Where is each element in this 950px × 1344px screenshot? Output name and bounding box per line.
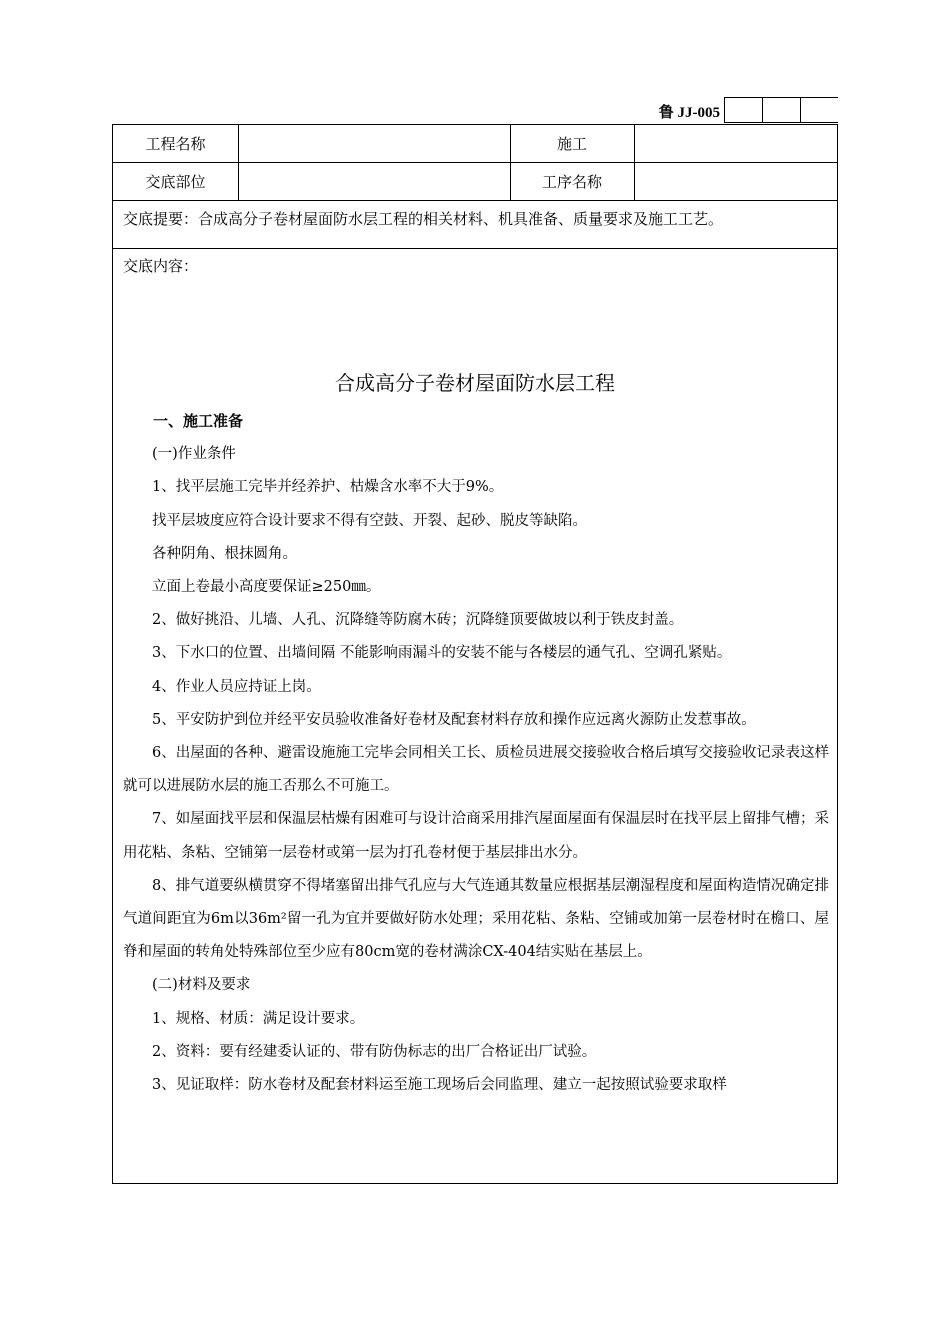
paragraph: 3、见证取样：防水卷材及配套材料运至施工现场后会同监理、建立一起按照试验要求取样 [152, 1077, 727, 1094]
section-heading: 一、施工准备 [153, 412, 244, 430]
process-value[interactable] [635, 163, 835, 200]
paragraph: 各种阴角、根抹圆角。 [152, 545, 297, 562]
paragraph: 4、作业人员应持证上岗。 [152, 678, 321, 695]
row-divider [113, 200, 837, 201]
paragraph: 3、下水口的位置、出墙间隔 不能影响雨漏斗的安装不能与各楼层的通气孔、空调孔紧贴。 [152, 645, 732, 662]
construction-label: 施工 [556, 135, 587, 153]
code-box-1 [724, 97, 762, 123]
code-box-2 [762, 97, 800, 123]
paragraph: 8、排气道要纵横贯穿不得堵塞留出排气孔应与大气连通其数量应根据基层潮湿程度和屋面构造情况确定排气道间距宜为6m以36m²留一孔为宜并要做好防水处理；采用花粘、条粘、空铺或加第一层卷材时在檐口、屋脊和屋面的转角处特殊部位至少应有80cm宽的卷材满涂CX-404结实贴在基层上。 [123, 877, 829, 961]
subsection-heading: (一)作业条件 [152, 446, 236, 463]
row-divider [113, 248, 837, 249]
paragraph: 找平层坡度应符合设计要求不得有空鼓、开裂、起砂、脱皮等缺陷。 [152, 512, 587, 529]
paragraph: 5、平安防护到位并经平安员验收准备好卷材及配套材料存放和操作应远离火源防止发惹事故。 [152, 711, 756, 728]
paragraph: 7、如屋面找平层和保温层枯燥有困难可与设计洽商采用排汽屋面屋面有保温层时在找平层上留排气槽；采用花粘、条粘、空铺第一层卷材或第一层为打孔卷材便于基层排出水分。 [123, 811, 829, 861]
construction-value[interactable] [635, 125, 835, 162]
project-name-label: 工程名称 [145, 135, 206, 153]
disclosure-form [112, 124, 838, 1184]
paragraph: 2、做好挑沿、儿墙、人孔、沉降缝等防腐木砖；沉降缝顶要做坡以利于铁皮封盖。 [152, 612, 684, 629]
content-body [123, 405, 829, 1102]
form-code-row [620, 97, 838, 124]
form-code: 鲁 JJ-005 [658, 105, 720, 121]
location-label: 交底部位 [145, 173, 206, 191]
content-label: 交底内容： [123, 257, 199, 275]
code-box-3 [800, 97, 838, 123]
document-title: 合成高分子卷材屋面防水层工程 [335, 371, 615, 395]
paragraph: 1、找平层施工完毕并经养护、枯燥含水率不大于9%。 [152, 479, 504, 496]
paragraph: 2、资料：要有经建委认证的、带有防伪标志的出厂合格证出厂试验。 [152, 1043, 597, 1060]
subsection-heading: (二)材料及要求 [152, 977, 251, 994]
paragraph: 1、规格、材质：满足设计要求。 [152, 1010, 365, 1027]
disclosure-summary: 交底提要：合成高分子卷材屋面防水层工程的相关材料、机具准备、质量要求及施工工艺。 [123, 210, 724, 228]
location-value[interactable] [239, 163, 509, 200]
project-name-value[interactable] [239, 125, 509, 162]
paragraph: 立面上卷最小高度要保证≥250㎜。 [152, 579, 381, 596]
paragraph: 6、出屋面的各种、避雷设施施工完毕会同相关工长、质检员进展交接验收合格后填写交接验收记录表这样就可以进展防水层的施工否那么不可施工。 [123, 745, 829, 795]
process-label: 工序名称 [541, 173, 602, 191]
